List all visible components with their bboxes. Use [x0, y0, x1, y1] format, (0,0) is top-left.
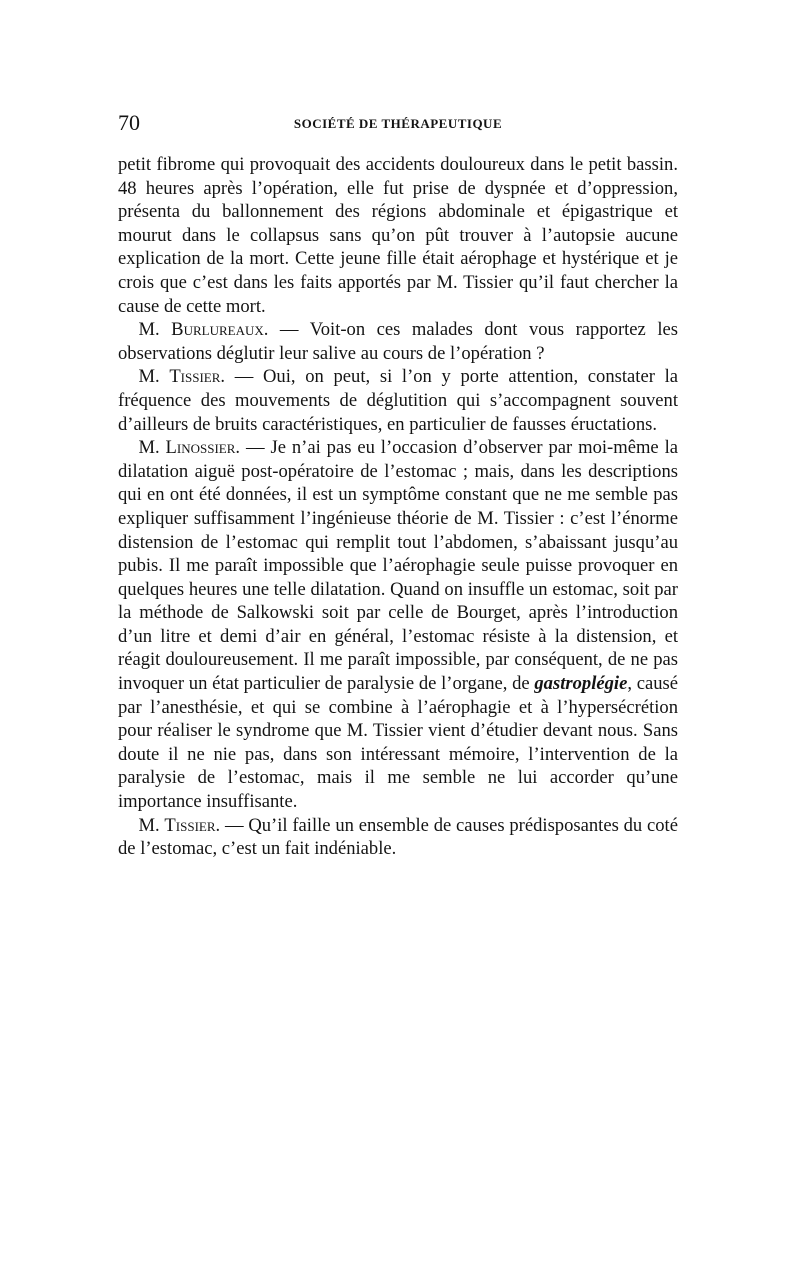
speaker-prefix: M.	[138, 437, 166, 459]
paragraph-5	[118, 814, 678, 861]
speaker-prefix: M.	[138, 319, 172, 341]
paragraph-3	[118, 365, 678, 436]
paragraph-4	[118, 436, 678, 814]
speaker-name: Tissier	[164, 814, 216, 836]
paragraph-text: . — Qu’il faille un ensemble de causes prédisposantes du coté de l’estomac, c’est un fait indéniable.	[118, 814, 678, 860]
speaker-prefix: M.	[138, 366, 170, 388]
paragraph-text: , causé par l’anesthésie, et qui se combine à l’aérophagie et à l’hypersécrétion pour réaliser le syndrome que M. Tissier vient d’étudier devant nous. Sans doute il ne nie pas, dans son intéressant mémoire, l’intervention de la paralysie de l’estomac, mais il me semble ne lui accorder qu’une importance insuffisante.	[118, 673, 678, 813]
paragraph-1	[118, 153, 678, 318]
body-text	[118, 153, 678, 861]
speaker-prefix: M.	[138, 814, 165, 836]
running-head	[118, 110, 678, 136]
paragraph-2	[118, 318, 678, 365]
paragraph-text: . — Oui, on peut, si l’on y porte attention, constater la fréquence des mouvements de déglutition qui s’accompagnent souvent d’ailleurs de bruits caractéristiques, en particulier de fausses éructations.	[118, 366, 678, 435]
emphasis-term: gastroplégie	[534, 673, 628, 695]
paragraph-text: . — Voit-on ces malades dont vous rapportez les observations déglutir leur salive au cours de l’opération ?	[118, 319, 678, 364]
page-number: 70	[118, 110, 140, 135]
speaker-name: Linossier	[165, 437, 236, 459]
header-title: SOCIÉTÉ DE THÉRAPEUTIQUE	[293, 116, 503, 131]
speaker-name: Tissier	[169, 366, 221, 388]
speaker-name: Burlureaux	[171, 319, 264, 341]
book-page	[118, 110, 678, 861]
paragraph-text: . — Je n’ai pas eu l’occasion d’observer par moi-même la dilatation aiguë post-opératoire de l’estomac ; mais, dans les descriptions qui en ont été données, il est un symptôme constant que ne me semble pas expliquer suffisamment l’ingénieuse théorie de M. Tissier : c’est l’énorme distension de l’estomac qui remplit tout l’abdomen, s’abaissant jusqu’au pubis. Il me paraît impossible que l’aérophagie seule puisse provoquer en quelques heures une telle dilatation. Quand on insuffle un estomac, soit par la méthode de Salkowski soit par celle de Bourget, après l’introduction d’un litre et demi d’air en général, l’estomac résiste à la distension, et réagit douloureusement. Il me paraît impossible, par conséquent, de ne pas invoquer un état particulier de paralysie de l’organe, de	[118, 437, 678, 695]
paragraph-text: petit fibrome qui provoquait des accidents douloureux dans le petit bassin. 48 heures après l’opération, elle fut prise de dyspnée et d’oppression, présenta du ballonnement des régions abdominale et épigastrique et mourut dans le collapsus sans qu’on pût trouver à l’autopsie aucune explication de la mort. Cette jeune fille était aérophage et hystérique et je crois que c’est dans les faits apportés par M. Tissier qu’il faut chercher la cause de cette mort.	[118, 154, 678, 317]
